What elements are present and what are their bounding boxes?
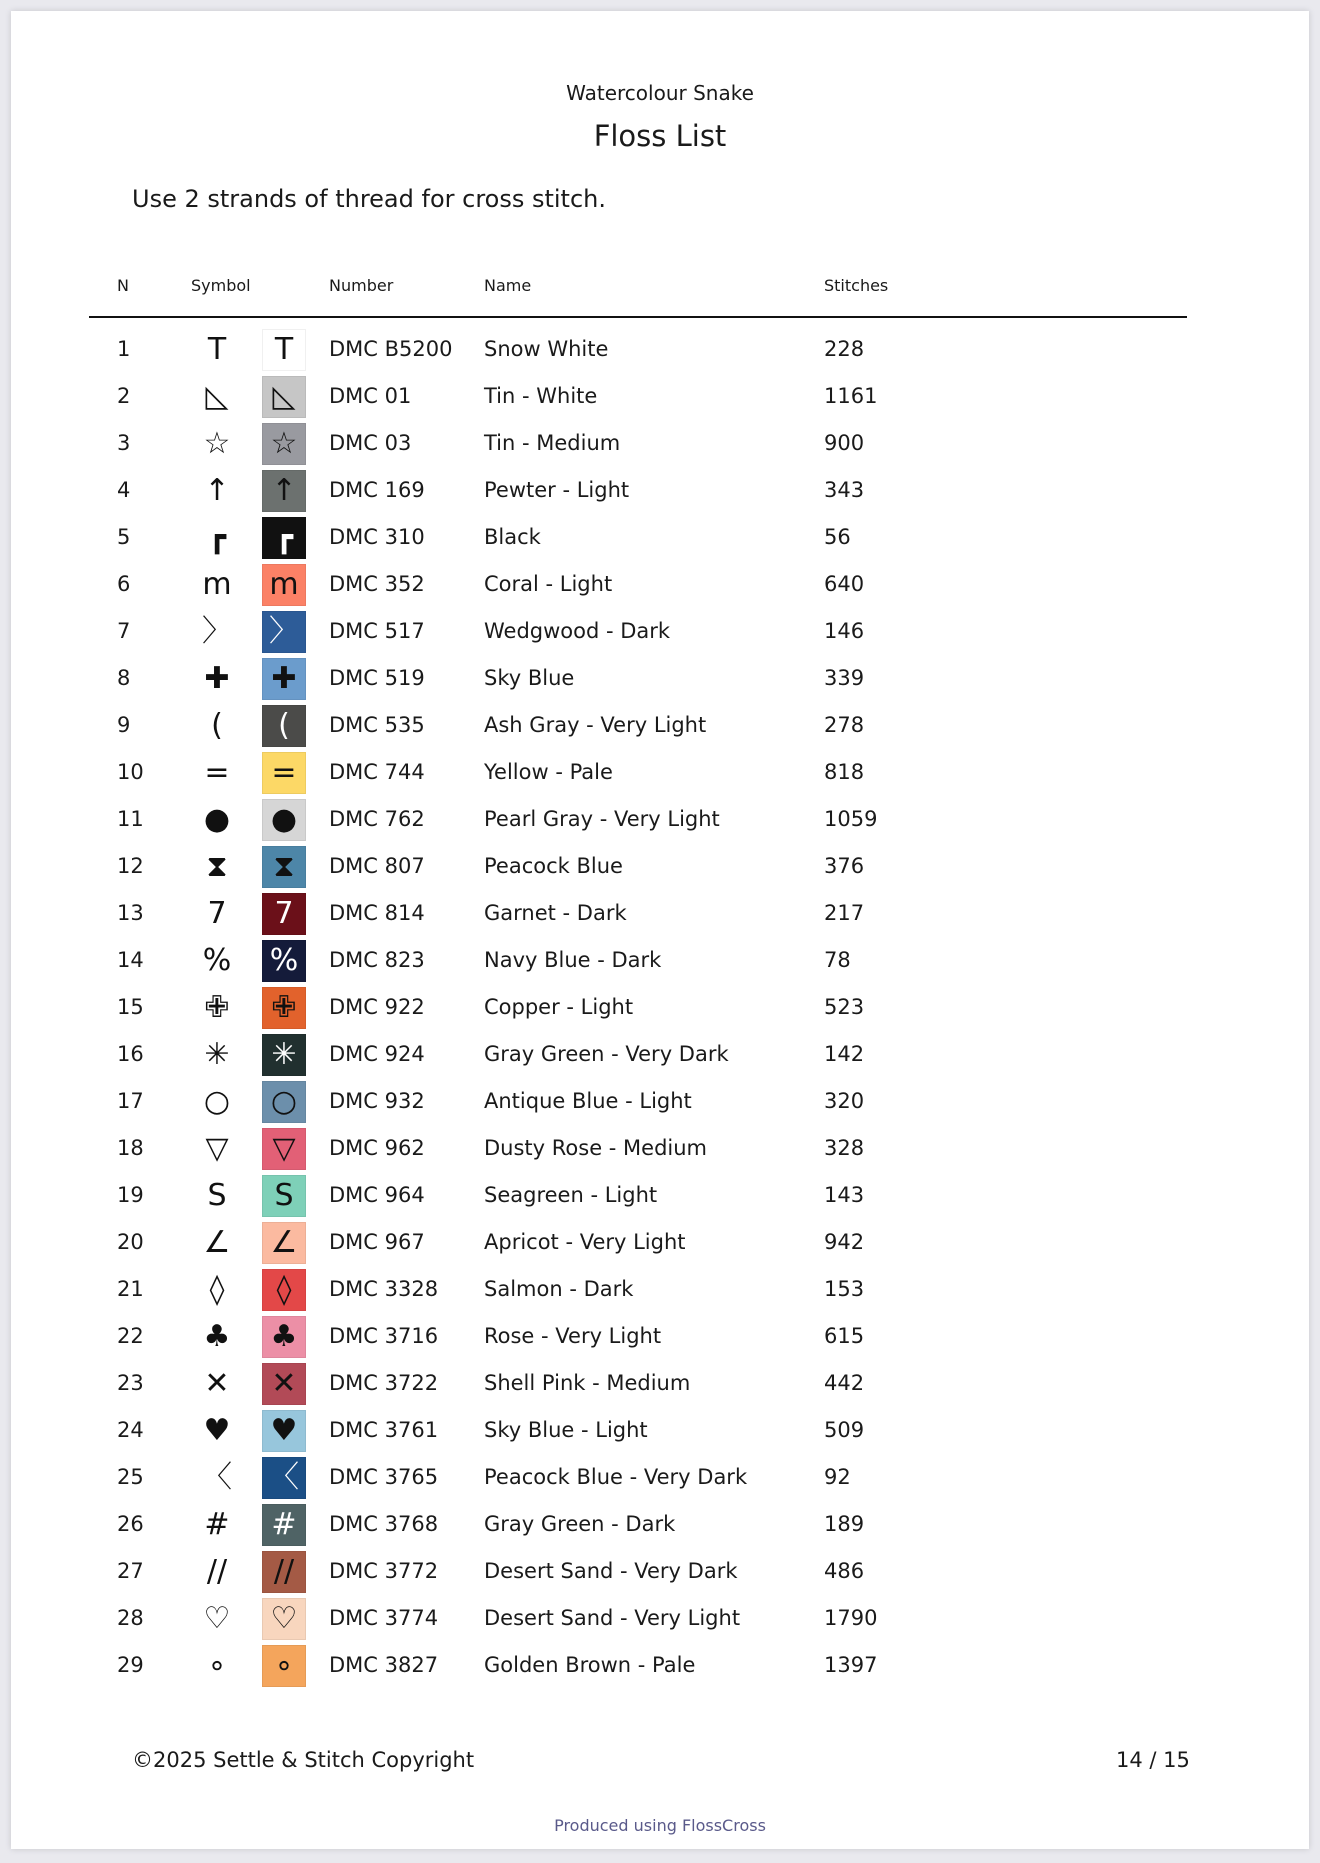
stitch-count: 523	[824, 995, 865, 1019]
page-title: Floss List	[593, 119, 727, 153]
table-row	[89, 1173, 1187, 1220]
color-swatch: ↑	[262, 470, 306, 512]
floss-number: DMC 3827	[329, 1653, 439, 1677]
floss-name: Desert Sand - Very Dark	[484, 1559, 738, 1583]
instructions-text: Use 2 strands of thread for cross stitch.	[132, 185, 606, 213]
row-number: 18	[117, 1136, 144, 1160]
floss-name: Seagreen - Light	[484, 1183, 658, 1207]
symbol-icon: ♣	[203, 1319, 231, 1354]
symbol-icon: ✚	[204, 661, 230, 696]
row-number: 5	[117, 525, 131, 549]
stitch-count: 900	[824, 431, 865, 455]
row-number: 9	[117, 713, 131, 737]
floss-name: Copper - Light	[484, 995, 634, 1019]
row-number: 1	[117, 337, 131, 361]
table-row	[89, 1314, 1187, 1361]
floss-name: Pewter - Light	[484, 478, 630, 502]
color-swatch: ♡	[262, 1598, 306, 1640]
stitch-count: 339	[824, 666, 865, 690]
row-number: 19	[117, 1183, 144, 1207]
floss-number: DMC 3716	[329, 1324, 439, 1348]
floss-name: Pearl Gray - Very Light	[484, 807, 720, 831]
table-row	[89, 609, 1187, 656]
table-row	[89, 1549, 1187, 1596]
floss-number: DMC 807	[329, 854, 425, 878]
floss-name: Sky Blue	[484, 666, 575, 690]
floss-name: Rose - Very Light	[484, 1324, 662, 1348]
table-row	[89, 515, 1187, 562]
table-row	[89, 1596, 1187, 1643]
table-row	[89, 656, 1187, 703]
stitch-count: 142	[824, 1042, 865, 1066]
row-number: 11	[117, 807, 144, 831]
floss-number: DMC 762	[329, 807, 425, 831]
symbol-icon: ●	[203, 802, 231, 837]
floss-name: Gray Green - Very Dark	[484, 1042, 729, 1066]
color-swatch: ☆	[262, 423, 306, 465]
symbol-icon: ✕	[204, 1366, 230, 1401]
table-row	[89, 750, 1187, 797]
floss-number: DMC 3761	[329, 1418, 439, 1442]
color-swatch: m	[262, 564, 306, 606]
header-name: Name	[484, 276, 532, 295]
stitch-count: 143	[824, 1183, 865, 1207]
floss-name: Shell Pink - Medium	[484, 1371, 691, 1395]
row-number: 10	[117, 760, 144, 784]
symbol-icon: m	[202, 567, 232, 602]
stitch-count: 818	[824, 760, 865, 784]
stitch-count: 640	[824, 572, 865, 596]
color-swatch: ✚	[262, 658, 306, 700]
header-n: N	[117, 276, 129, 295]
row-number: 28	[117, 1606, 144, 1630]
stitch-count: 78	[824, 948, 851, 972]
symbol-icon: ┏	[207, 520, 227, 555]
table-row	[89, 985, 1187, 1032]
stitch-count: 615	[824, 1324, 865, 1348]
symbol-icon: //	[206, 1554, 228, 1589]
floss-name: Black	[484, 525, 541, 549]
row-number: 14	[117, 948, 144, 972]
table-row	[89, 421, 1187, 468]
color-swatch: 〉	[262, 611, 306, 653]
symbol-icon: ✳	[204, 1037, 230, 1072]
table-row	[89, 374, 1187, 421]
floss-number: DMC 932	[329, 1089, 425, 1113]
color-swatch: ○	[262, 1081, 306, 1123]
table-row	[89, 1502, 1187, 1549]
table-row	[89, 468, 1187, 515]
floss-number: DMC 922	[329, 995, 425, 1019]
floss-number: DMC 169	[329, 478, 425, 502]
header-stitches: Stitches	[824, 276, 889, 295]
page-number: 14 / 15	[1116, 1748, 1190, 1772]
symbol-icon: 7	[207, 896, 227, 931]
floss-name: Navy Blue - Dark	[484, 948, 662, 972]
symbol-icon: S	[207, 1178, 227, 1213]
table-header	[89, 276, 1187, 318]
table-row	[89, 1455, 1187, 1502]
color-swatch: ✙	[262, 987, 306, 1029]
symbol-icon: ∘	[207, 1648, 227, 1683]
floss-number: DMC 3772	[329, 1559, 439, 1583]
symbol-icon: ↑	[204, 473, 230, 508]
symbol-icon: ○	[203, 1084, 231, 1119]
row-number: 16	[117, 1042, 144, 1066]
floss-name: Antique Blue - Light	[484, 1089, 692, 1113]
table-row	[89, 1126, 1187, 1173]
color-swatch: //	[262, 1551, 306, 1593]
symbol-icon: %	[202, 943, 232, 978]
color-swatch: ┏	[262, 517, 306, 559]
table-row	[89, 562, 1187, 609]
symbol-icon: ⧗	[206, 849, 228, 884]
table-row	[89, 1220, 1187, 1267]
header-symbol: Symbol	[191, 276, 251, 295]
color-swatch: ●	[262, 799, 306, 841]
floss-number: DMC 964	[329, 1183, 425, 1207]
color-swatch: ✕	[262, 1363, 306, 1405]
floss-number: DMC 3722	[329, 1371, 439, 1395]
floss-name: Snow White	[484, 337, 609, 361]
row-number: 2	[117, 384, 131, 408]
floss-number: DMC 535	[329, 713, 425, 737]
symbol-icon: ✙	[204, 990, 230, 1025]
symbol-icon: =	[204, 755, 230, 790]
stitch-count: 1397	[824, 1653, 878, 1677]
row-number: 13	[117, 901, 144, 925]
symbol-icon: ♡	[203, 1601, 231, 1636]
table-row	[89, 703, 1187, 750]
row-number: 20	[117, 1230, 144, 1254]
color-swatch: ∘	[262, 1645, 306, 1687]
stitch-count: 942	[824, 1230, 865, 1254]
stitch-count: 1161	[824, 384, 878, 408]
floss-number: DMC 310	[329, 525, 425, 549]
floss-name: Desert Sand - Very Light	[484, 1606, 741, 1630]
symbol-icon: #	[204, 1507, 230, 1542]
symbol-icon: ◺	[205, 379, 229, 414]
row-number: 27	[117, 1559, 144, 1583]
floss-number: DMC 519	[329, 666, 425, 690]
table-row	[89, 891, 1187, 938]
stitch-count: 1790	[824, 1606, 878, 1630]
stitch-count: 376	[824, 854, 865, 878]
table-row	[89, 1643, 1187, 1690]
stitch-count: 442	[824, 1371, 865, 1395]
table-row	[89, 1079, 1187, 1126]
floss-name: Tin - White	[484, 384, 598, 408]
floss-number: DMC 352	[329, 572, 425, 596]
pattern-title: Watercolour Snake	[566, 81, 754, 105]
color-swatch: ▽	[262, 1128, 306, 1170]
floss-number: DMC 744	[329, 760, 425, 784]
row-number: 22	[117, 1324, 144, 1348]
floss-number: DMC 3768	[329, 1512, 439, 1536]
stitch-count: 217	[824, 901, 865, 925]
table-row	[89, 1267, 1187, 1314]
copyright-text: ©2025 Settle & Stitch Copyright	[132, 1748, 475, 1772]
stitch-count: 343	[824, 478, 865, 502]
row-number: 17	[117, 1089, 144, 1113]
floss-number: DMC 517	[329, 619, 425, 643]
color-swatch: ◺	[262, 376, 306, 418]
color-swatch: ✳	[262, 1034, 306, 1076]
floss-name: Coral - Light	[484, 572, 613, 596]
floss-number: DMC B5200	[329, 337, 453, 361]
symbol-icon: ∠	[203, 1225, 231, 1260]
floss-name: Ash Gray - Very Light	[484, 713, 707, 737]
color-swatch: (	[262, 705, 306, 747]
row-number: 8	[117, 666, 131, 690]
row-number: 6	[117, 572, 131, 596]
color-swatch: ♣	[262, 1316, 306, 1358]
floss-name: Dusty Rose - Medium	[484, 1136, 708, 1160]
floss-name: Tin - Medium	[484, 431, 621, 455]
symbol-icon: ◊	[209, 1272, 225, 1307]
table-row	[89, 938, 1187, 985]
stitch-count: 153	[824, 1277, 865, 1301]
color-swatch: 7	[262, 893, 306, 935]
stitch-count: 328	[824, 1136, 865, 1160]
color-swatch: ◊	[262, 1269, 306, 1311]
floss-name: Peacock Blue	[484, 854, 623, 878]
document-page	[11, 11, 1309, 1849]
symbol-icon: 〈	[202, 1460, 232, 1495]
stitch-count: 320	[824, 1089, 865, 1113]
floss-number: DMC 01	[329, 384, 412, 408]
floss-number: DMC 967	[329, 1230, 425, 1254]
row-number: 3	[117, 431, 131, 455]
floss-number: DMC 3328	[329, 1277, 439, 1301]
floss-name: Gray Green - Dark	[484, 1512, 676, 1536]
color-swatch: %	[262, 940, 306, 982]
table-row	[89, 1408, 1187, 1455]
table-row	[89, 1361, 1187, 1408]
row-number: 12	[117, 854, 144, 878]
floss-number: DMC 962	[329, 1136, 425, 1160]
header-number: Number	[329, 276, 394, 295]
row-number: 7	[117, 619, 131, 643]
floss-name: Wedgwood - Dark	[484, 619, 671, 643]
color-swatch: ⧗	[262, 846, 306, 888]
symbol-icon: 〉	[202, 614, 232, 649]
symbol-icon: T	[207, 332, 227, 367]
floss-table	[89, 327, 1187, 1690]
floss-name: Apricot - Very Light	[484, 1230, 686, 1254]
stitch-count: 228	[824, 337, 865, 361]
row-number: 29	[117, 1653, 144, 1677]
symbol-icon: ♥	[203, 1413, 231, 1448]
floss-name: Sky Blue - Light	[484, 1418, 648, 1442]
floss-number: DMC 3774	[329, 1606, 439, 1630]
row-number: 25	[117, 1465, 144, 1489]
row-number: 21	[117, 1277, 144, 1301]
color-swatch: #	[262, 1504, 306, 1546]
stitch-count: 486	[824, 1559, 865, 1583]
floss-number: DMC 823	[329, 948, 425, 972]
stitch-count: 92	[824, 1465, 851, 1489]
floss-name: Yellow - Pale	[484, 760, 613, 784]
color-swatch: 〈	[262, 1457, 306, 1499]
row-number: 4	[117, 478, 131, 502]
floss-number: DMC 814	[329, 901, 425, 925]
floss-name: Salmon - Dark	[484, 1277, 634, 1301]
floss-number: DMC 03	[329, 431, 412, 455]
symbol-icon: (	[211, 708, 223, 743]
floss-number: DMC 3765	[329, 1465, 439, 1489]
produced-by-text: Produced using FlossCross	[554, 1816, 766, 1835]
table-row	[89, 1032, 1187, 1079]
stitch-count: 189	[824, 1512, 865, 1536]
color-swatch: S	[262, 1175, 306, 1217]
stitch-count: 56	[824, 525, 851, 549]
color-swatch: ∠	[262, 1222, 306, 1264]
symbol-icon: ☆	[203, 426, 231, 461]
row-number: 24	[117, 1418, 144, 1442]
table-row	[89, 327, 1187, 374]
symbol-icon: ▽	[205, 1131, 229, 1166]
floss-name: Peacock Blue - Very Dark	[484, 1465, 748, 1489]
color-swatch: =	[262, 752, 306, 794]
color-swatch: T	[262, 329, 306, 371]
stitch-count: 278	[824, 713, 865, 737]
stitch-count: 1059	[824, 807, 878, 831]
table-row	[89, 797, 1187, 844]
row-number: 23	[117, 1371, 144, 1395]
stitch-count: 509	[824, 1418, 865, 1442]
row-number: 26	[117, 1512, 144, 1536]
floss-name: Garnet - Dark	[484, 901, 627, 925]
color-swatch: ♥	[262, 1410, 306, 1452]
table-row	[89, 844, 1187, 891]
floss-number: DMC 924	[329, 1042, 425, 1066]
stitch-count: 146	[824, 619, 865, 643]
floss-name: Golden Brown - Pale	[484, 1653, 696, 1677]
row-number: 15	[117, 995, 144, 1019]
